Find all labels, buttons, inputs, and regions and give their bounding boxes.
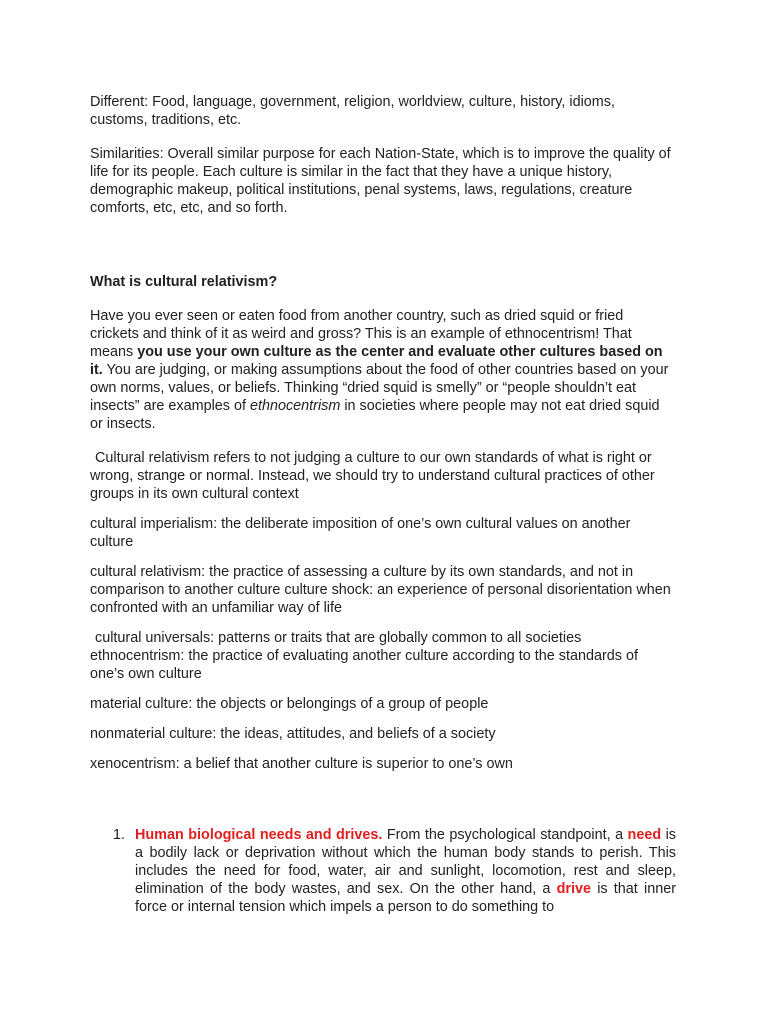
- definition-xenocentrism: xenocentrism: a belief that another culture is superior to one’s own: [90, 756, 513, 772]
- definition-material-culture: material culture: the objects or belongings of a group of people: [90, 696, 489, 712]
- paragraph-ethnocentrism-example: [90, 307, 675, 433]
- list-number: 1.: [113, 827, 126, 843]
- universals-ethnocentrism-text: cultural universals: patterns or traits that are globally common to all societies ethnocentrism: the practice of evaluating another culture according to the standards of one’s own culture: [90, 630, 638, 682]
- definition-relativism-culture-shock: cultural relativism: the practice of assessing a culture by its own standards, and not in comparison to another culture culture shock: an experience of personal disorientation when confronted with an unfamiliar way of life: [90, 564, 671, 616]
- ethnocentrism-text-part1: Have you ever seen or eaten food from another country, such as dried squid or fried crickets and think of it as weird and gross? This is an example of ethnocentrism! That means: [90, 308, 632, 360]
- ethnocentrism-text-part3: in societies where people may not eat dried squid or insects.: [90, 398, 660, 432]
- ethnocentrism-bold-definition: you use your own culture as the center and evaluate other cultures based on it.: [90, 344, 663, 378]
- list-text-part2: is a bodily lack or deprivation without which the human body stands to perish. This includes the need for food, water, air and sunlight, locomotion, rest and sleep, elimination of the body wastes, and sex. On the other hand, a: [135, 827, 676, 897]
- definition-nonmaterial-culture: nonmaterial culture: the ideas, attitudes, and beliefs of a society: [90, 726, 496, 742]
- section-heading-cultural-relativism: What is cultural relativism?: [90, 274, 278, 290]
- list-text-part1: From the psychological standpoint, a: [382, 827, 628, 843]
- paragraph-relativism-definition: [90, 449, 675, 503]
- list-item-text: [135, 826, 676, 916]
- paragraph-similarities: Similarities: Overall similar purpose for each Nation-State, which is to improve the quality of life for its people. Each culture is similar in the fact that they have a unique history, demographic makeup, political institutions, penal systems, laws, regulations, creature comforts, etc, etc, and so forth.: [90, 146, 671, 216]
- ethnocentrism-italic-term: ethnocentrism: [249, 398, 341, 414]
- list-text-part3: is that inner force or internal tension which impels a person to do something to: [135, 881, 677, 915]
- definition-universals-ethnocentrism: [90, 629, 675, 683]
- document-body: [90, 93, 675, 773]
- paragraph-differences: Different: Food, language, government, religion, worldview, culture, history, idioms, customs, traditions, etc.: [90, 94, 615, 128]
- ethnocentrism-text-part2: You are judging, or making assumptions about the food of other countries based on your own norms, values, or beliefs. Thinking “dried squid is smelly” or “people shouldn’t eat insects” are examples of: [90, 362, 669, 414]
- list-item-title: Human biological needs and drives.: [135, 827, 383, 843]
- definition-cultural-imperialism: cultural imperialism: the deliberate imposition of one’s own cultural values on another culture: [90, 516, 631, 550]
- relativism-definition-text: Cultural relativism refers to not judging a culture to our own standards of what is right or wrong, strange or normal. Instead, we should try to understand cultural practices of other groups in its own cultural context: [90, 450, 655, 502]
- numbered-list-item: [113, 826, 676, 916]
- need-keyword: need: [627, 827, 662, 843]
- drive-keyword: drive: [556, 881, 592, 897]
